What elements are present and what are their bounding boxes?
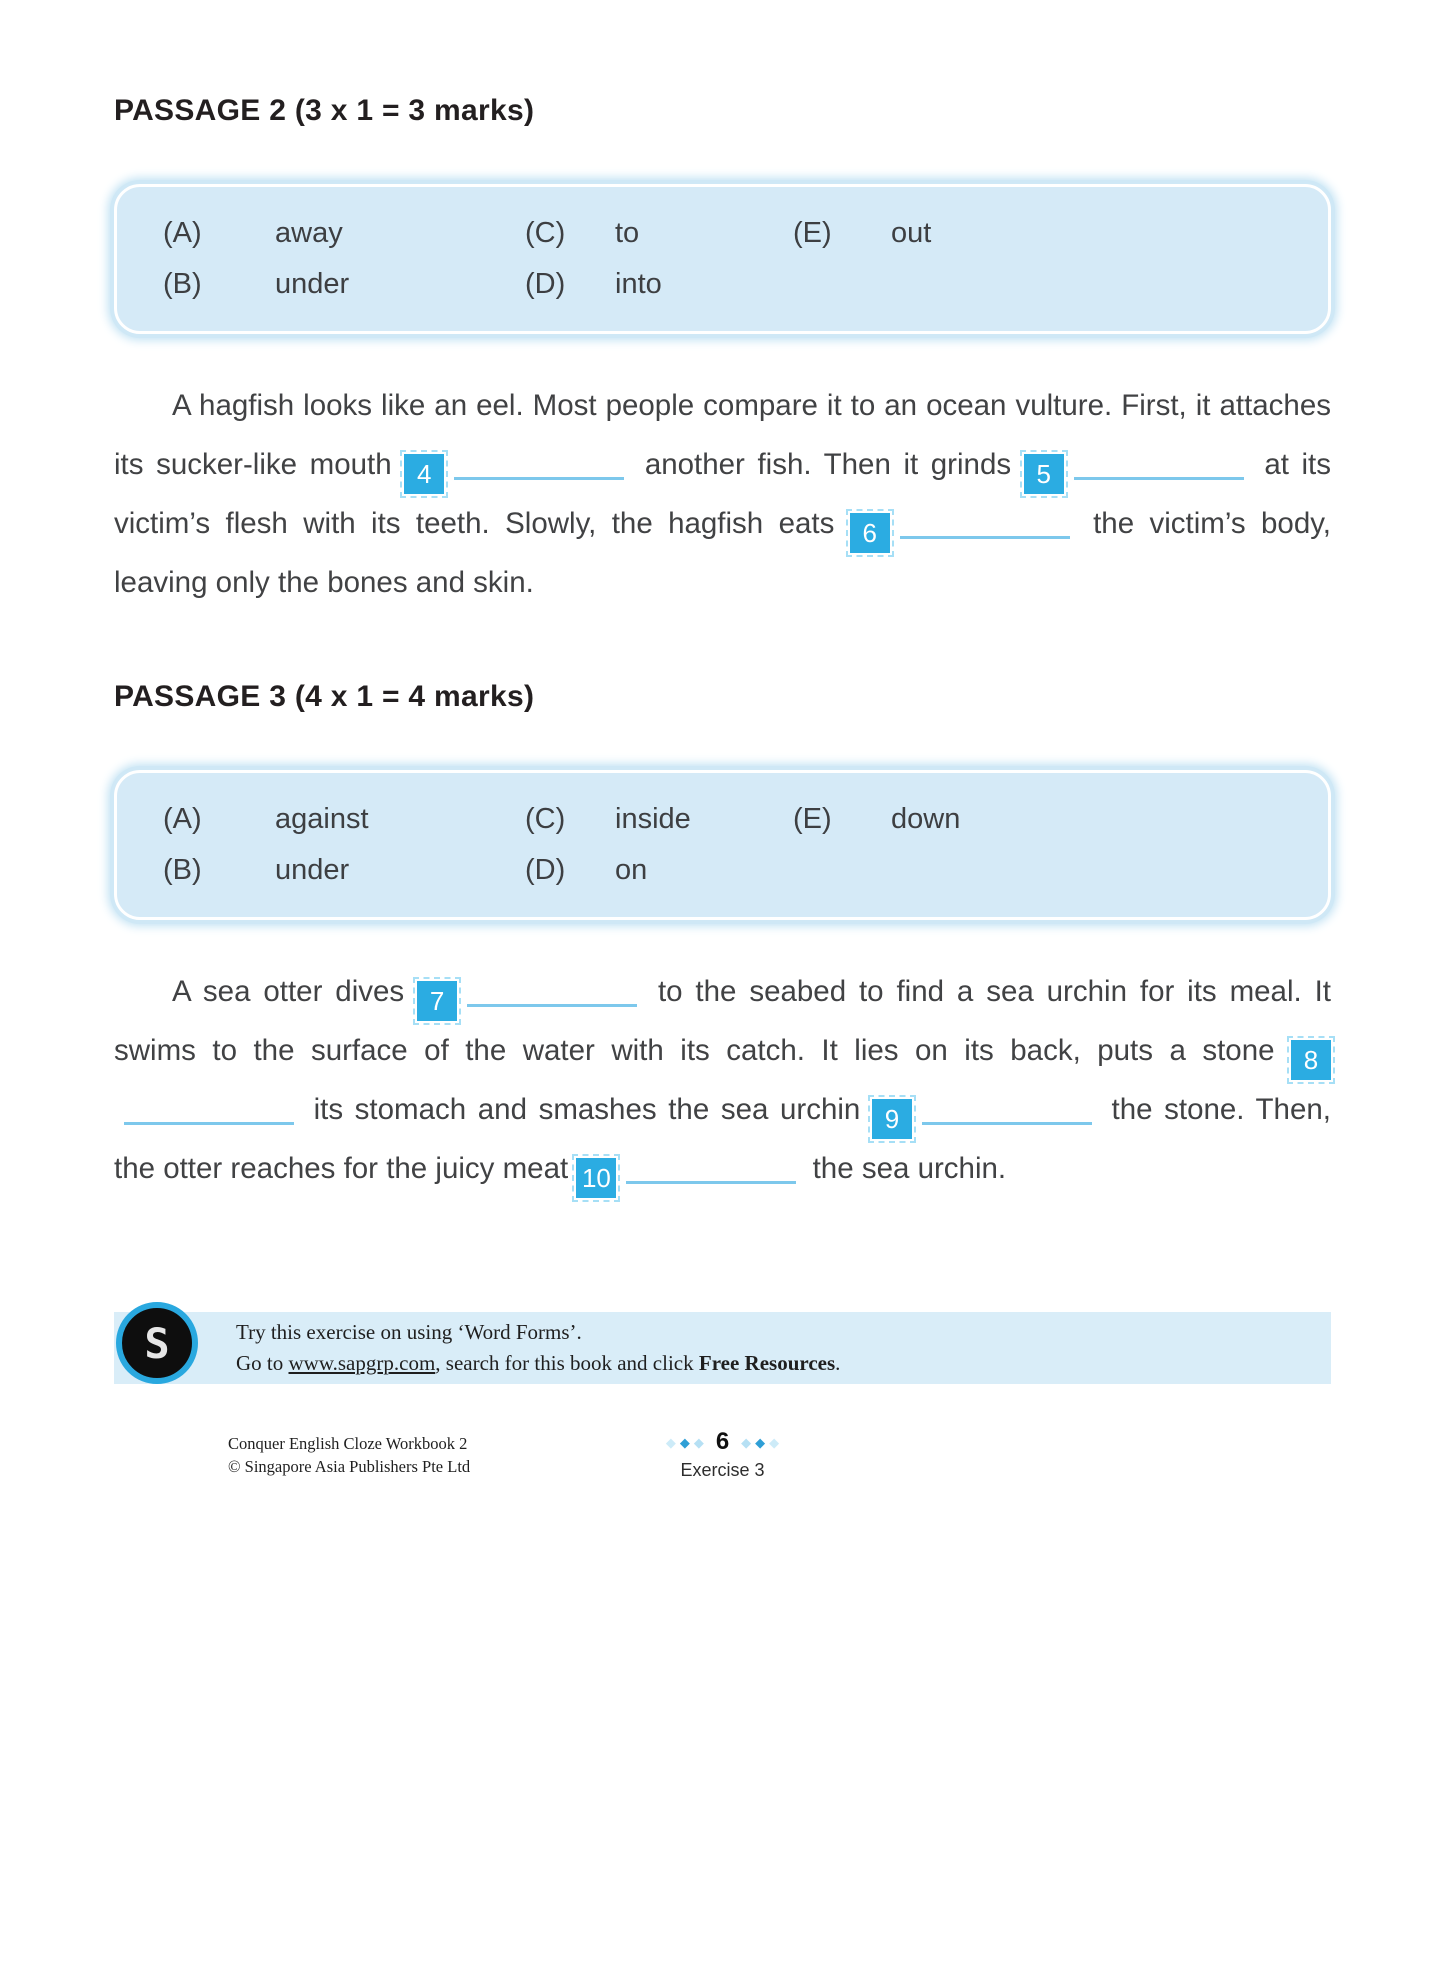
- option-letter-e: (E): [793, 217, 832, 249]
- page-footer: [114, 1428, 1331, 1498]
- paragraph-text: to the seabed to find a sea urchin for its meal. It swims to the surface of the water with its catch. It lies on its back, puts a stone: [114, 975, 1331, 1067]
- option-word-b: under: [275, 854, 350, 886]
- paragraph-text: the victim’s body, leaving only the bones and skin.: [114, 507, 1331, 599]
- book-title: Conquer English Cloze Workbook 2: [228, 1434, 468, 1453]
- option-word-c: to: [615, 217, 640, 249]
- banner-line2-suffix: .: [835, 1351, 841, 1375]
- passage2-options-grid: [163, 217, 1308, 301]
- sap-logo-letter: S: [144, 1318, 170, 1368]
- footer-pagination: [114, 1428, 1331, 1481]
- diamond-decoration-icon: ◆: [741, 1434, 752, 1450]
- banner-line1: Try this exercise on using ‘Word Forms’.: [236, 1320, 582, 1344]
- answer-blank-5: [1074, 468, 1244, 480]
- paragraph-text: its stomach and smashes the sea urchin: [313, 1093, 861, 1126]
- passage3-title: PASSAGE 3 (4 x 1 = 4 marks): [114, 680, 535, 713]
- passage2-title: PASSAGE 2 (3 x 1 = 3 marks): [114, 94, 535, 127]
- answer-blank-10: [626, 1172, 796, 1184]
- option-letter-d: (D): [525, 268, 566, 300]
- paragraph-text: another fish. Then it grinds: [644, 448, 1012, 481]
- passage3-paragraph: [114, 962, 1331, 1198]
- answer-blank-7: [467, 995, 637, 1007]
- option-word-a: against: [275, 803, 369, 835]
- resources-banner: [114, 1312, 1331, 1384]
- passage3-options-grid: [163, 803, 1308, 887]
- paragraph-text: A hagfish looks like an eel. Most people compare it to an ocean vulture. First, it attaches its sucker-like mouth: [114, 389, 1331, 481]
- option-word-a: away: [275, 217, 343, 249]
- passage2-paragraph: [114, 376, 1331, 612]
- option-word-d: into: [615, 268, 662, 300]
- option-letter-c: (C): [525, 803, 566, 835]
- paragraph-text: at its victim’s flesh with its teeth. Slowly, the hagfish eats: [114, 448, 1331, 540]
- banner-line2: [236, 1348, 1331, 1379]
- answer-blank-9: [922, 1113, 1092, 1125]
- answer-blank-6: [900, 527, 1070, 539]
- answer-blank-4: [454, 468, 624, 480]
- diamond-decoration-icon: ◆: [755, 1434, 766, 1450]
- option-word-c: inside: [615, 803, 691, 835]
- option-word-b: under: [275, 268, 350, 300]
- diamond-decoration-icon: ◆: [679, 1434, 690, 1450]
- banner-line2-prefix: Go to: [236, 1351, 284, 1375]
- option-letter-c: (C): [525, 217, 566, 249]
- copyright-line: © Singapore Asia Publishers Pte Ltd: [228, 1457, 471, 1476]
- diamond-decoration-icon: ◆: [693, 1434, 704, 1450]
- page-number: 6: [715, 1428, 730, 1455]
- sap-logo: [116, 1302, 198, 1384]
- answer-blank-8: [124, 1113, 294, 1125]
- sapgrp-link[interactable]: www.sapgrp.com: [288, 1351, 436, 1375]
- option-letter-a: (A): [163, 803, 202, 835]
- free-resources-bold: Free Resources: [698, 1351, 836, 1375]
- blank-number-badge-5: 5: [1024, 454, 1064, 494]
- option-letter-b: (B): [163, 854, 202, 886]
- exercise-label: Exercise 3: [680, 1460, 765, 1480]
- option-word-e: out: [891, 217, 932, 249]
- option-letter-a: (A): [163, 217, 202, 249]
- blank-number-badge-8: 8: [1291, 1040, 1331, 1080]
- paragraph-text: A sea otter dives: [172, 975, 405, 1008]
- passage3-options-box: [114, 770, 1331, 920]
- paragraph-text: the sea urchin.: [812, 1152, 1007, 1185]
- blank-number-badge-7: 7: [417, 981, 457, 1021]
- paragraph-text: the stone. Then, the otter reaches for the juicy meat: [114, 1093, 1331, 1185]
- blank-number-badge-10: 10: [576, 1158, 616, 1198]
- blank-number-badge-9: 9: [872, 1099, 912, 1139]
- diamond-decoration-icon: ◆: [769, 1434, 780, 1450]
- passage2-options-box: [114, 184, 1331, 334]
- option-letter-e: (E): [793, 803, 832, 835]
- option-word-d: on: [615, 854, 648, 886]
- option-letter-b: (B): [163, 268, 202, 300]
- banner-line2-mid: , search for this book and click: [435, 1351, 694, 1375]
- option-letter-d: (D): [525, 854, 566, 886]
- blank-number-badge-6: 6: [850, 513, 890, 553]
- blank-number-badge-4: 4: [404, 454, 444, 494]
- option-word-e: down: [891, 803, 961, 835]
- diamond-decoration-icon: ◆: [665, 1434, 676, 1450]
